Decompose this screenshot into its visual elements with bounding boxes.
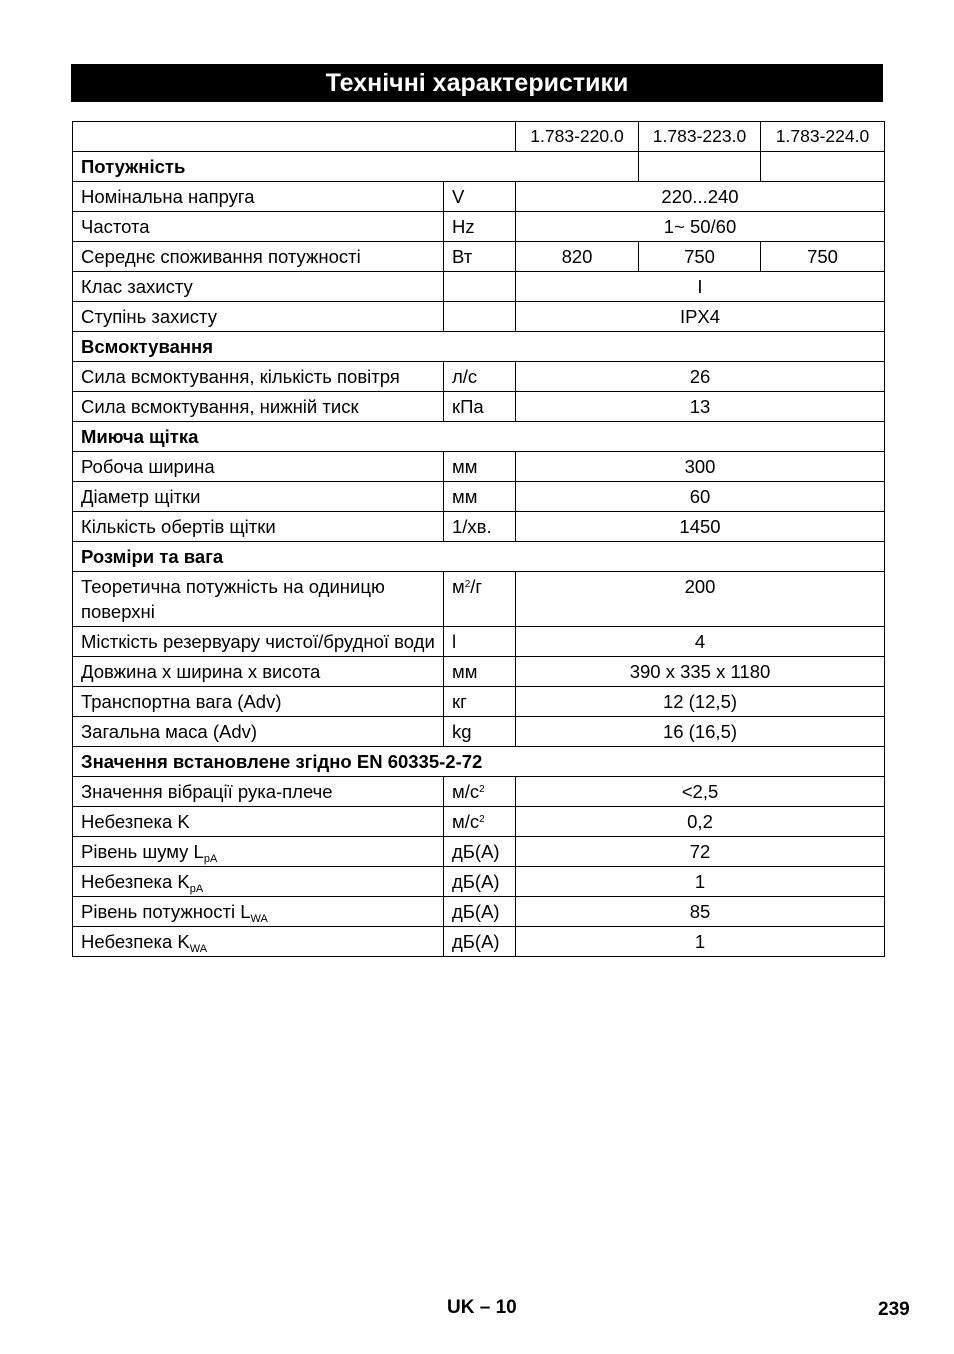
row-value: 4: [516, 627, 885, 657]
row-label: [73, 867, 444, 897]
row-label: Довжина x ширина x висота: [73, 657, 444, 687]
table-row: [73, 657, 885, 687]
table-row: [73, 452, 885, 482]
page-title: Технічні характеристики: [71, 64, 883, 102]
row-unit: дБ(A): [444, 867, 516, 897]
row-label: Середнє споживання потужності: [73, 242, 444, 272]
section-heading: Потужність: [73, 152, 639, 182]
section-heading: Всмоктування: [73, 332, 885, 362]
table-row: [73, 897, 885, 927]
label-text: Рівень потужності L: [81, 901, 251, 922]
row-value: 13: [516, 392, 885, 422]
row-label: [73, 897, 444, 927]
row-unit: кг: [444, 687, 516, 717]
label-text: Небезпека K: [81, 871, 190, 892]
row-label: Ступінь захисту: [73, 302, 444, 332]
row-unit: дБ(A): [444, 897, 516, 927]
row-value: 16 (16,5): [516, 717, 885, 747]
model-header-row: [73, 122, 885, 152]
row-value: 1~ 50/60: [516, 212, 885, 242]
row-label: Діаметр щітки: [73, 482, 444, 512]
table-row: [73, 927, 885, 957]
section-heading: Миюча щітка: [73, 422, 885, 452]
row-value: 12 (12,5): [516, 687, 885, 717]
row-value: 390 x 335 x 1180: [516, 657, 885, 687]
row-unit: кПа: [444, 392, 516, 422]
table-row: [73, 302, 885, 332]
row-unit: [444, 302, 516, 332]
table-row: [73, 627, 885, 657]
row-unit: мм: [444, 452, 516, 482]
unit-tail: /г: [470, 576, 483, 597]
row-value: 820: [516, 242, 639, 272]
row-unit: Вт: [444, 242, 516, 272]
row-unit: [444, 777, 516, 807]
table-row: [73, 717, 885, 747]
row-label: Клас захисту: [73, 272, 444, 302]
row-label: Теоретична потужність на одиницю поверхні: [73, 572, 444, 627]
row-unit: мм: [444, 482, 516, 512]
table-row: [73, 272, 885, 302]
row-value: 0,2: [516, 807, 885, 837]
table-row: [73, 242, 885, 272]
table-row: [73, 687, 885, 717]
table-row: [73, 807, 885, 837]
row-label: Сила всмоктування, кількість повітря: [73, 362, 444, 392]
row-unit: дБ(A): [444, 837, 516, 867]
section-header-row: [73, 152, 885, 182]
label-subscript: pA: [189, 883, 204, 895]
row-value: I: [516, 272, 885, 302]
row-value: 26: [516, 362, 885, 392]
unit-base: м/с: [452, 811, 480, 832]
row-label: Частота: [73, 212, 444, 242]
empty-cell: [761, 152, 885, 182]
row-unit: [444, 572, 516, 627]
row-label: Транспортна вага (Adv): [73, 687, 444, 717]
row-unit: дБ(A): [444, 927, 516, 957]
label-text: Рівень шуму L: [81, 841, 204, 862]
row-value: 85: [516, 897, 885, 927]
unit-superscript: 2: [464, 579, 471, 590]
row-value: 200: [516, 572, 885, 627]
section-header-row: [73, 332, 885, 362]
model-number: 1.783-220.0: [516, 122, 639, 152]
row-unit: л/с: [444, 362, 516, 392]
row-label: Робоча ширина: [73, 452, 444, 482]
model-number: 1.783-223.0: [639, 122, 761, 152]
row-label: Загальна маса (Adv): [73, 717, 444, 747]
row-unit: V: [444, 182, 516, 212]
row-label: Кількість обертів щітки: [73, 512, 444, 542]
table-row: [73, 482, 885, 512]
row-value: 1450: [516, 512, 885, 542]
row-label: Небезпека K: [73, 807, 444, 837]
row-unit: l: [444, 627, 516, 657]
row-unit: kg: [444, 717, 516, 747]
row-value: 220...240: [516, 182, 885, 212]
row-value: IPX4: [516, 302, 885, 332]
row-unit: Hz: [444, 212, 516, 242]
table-row: [73, 212, 885, 242]
row-value: 60: [516, 482, 885, 512]
row-value: 1: [516, 867, 885, 897]
row-value: <2,5: [516, 777, 885, 807]
page-number: 239: [878, 1299, 910, 1320]
empty-header-cell: [73, 122, 516, 152]
row-label: [73, 927, 444, 957]
row-label: Значення вібрації рука-плече: [73, 777, 444, 807]
specifications-table: [72, 121, 885, 957]
label-subscript: pA: [203, 853, 218, 865]
table-row: [73, 572, 885, 627]
section-header-row: [73, 422, 885, 452]
table-row: [73, 392, 885, 422]
row-unit: [444, 272, 516, 302]
row-label: Сила всмоктування, нижній тиск: [73, 392, 444, 422]
row-value: 300: [516, 452, 885, 482]
section-header-row: [73, 747, 885, 777]
section-heading: Значення встановлене згідно EN 60335-2-72: [73, 747, 885, 777]
row-unit: мм: [444, 657, 516, 687]
row-label: [73, 837, 444, 867]
unit-base: м: [452, 576, 465, 597]
row-label: Номінальна напруга: [73, 182, 444, 212]
section-page-label: UK – 10: [447, 1297, 517, 1318]
row-label: Місткість резервуару чистої/брудної води: [73, 627, 444, 657]
section-heading: Розміри та вага: [73, 542, 885, 572]
table-row: [73, 182, 885, 212]
row-value: 750: [761, 242, 885, 272]
unit-base: м/с: [452, 781, 480, 802]
label-subscript: WA: [189, 943, 208, 955]
row-unit: 1/хв.: [444, 512, 516, 542]
table-row: [73, 777, 885, 807]
model-number: 1.783-224.0: [761, 122, 885, 152]
row-value: 1: [516, 927, 885, 957]
row-value: 72: [516, 837, 885, 867]
section-header-row: [73, 542, 885, 572]
table-row: [73, 512, 885, 542]
unit-superscript: 2: [479, 814, 485, 825]
table-row: [73, 837, 885, 867]
unit-superscript: 2: [479, 784, 485, 795]
table-row: [73, 362, 885, 392]
empty-cell: [639, 152, 761, 182]
label-subscript: WA: [250, 913, 268, 925]
row-value: 750: [639, 242, 761, 272]
row-unit: [444, 807, 516, 837]
label-text: Небезпека K: [81, 931, 190, 952]
table-row: [73, 867, 885, 897]
